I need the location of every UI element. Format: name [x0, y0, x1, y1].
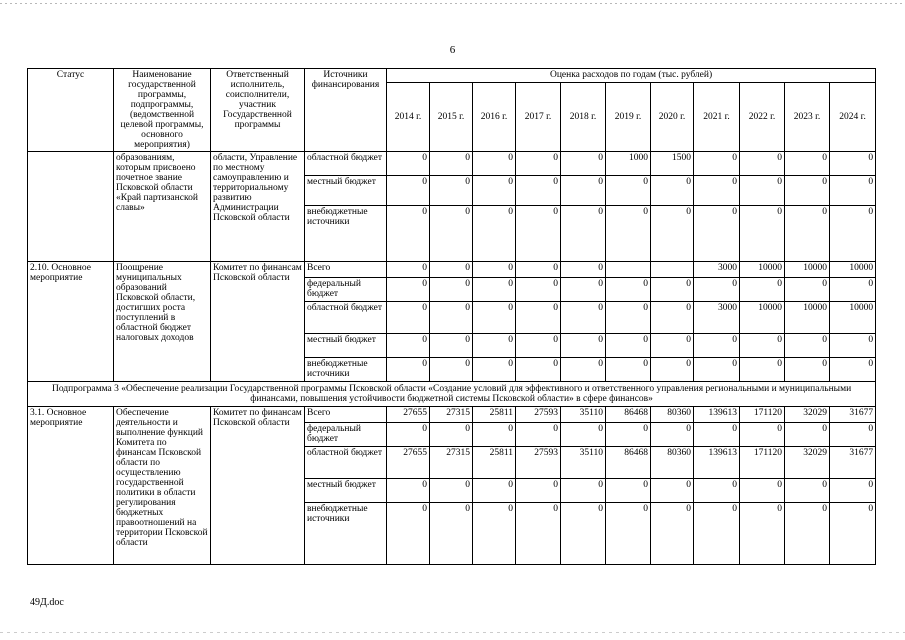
- funding-source: внебюджетные источники: [305, 358, 387, 382]
- value-cell: 0: [694, 423, 740, 447]
- value-cell: 0: [561, 278, 606, 302]
- value-cell: 0: [740, 423, 785, 447]
- value-cell: 0: [387, 278, 430, 302]
- value-cell: 0: [830, 423, 876, 447]
- value-cell: 0: [473, 278, 516, 302]
- value-cell: 0: [606, 176, 651, 206]
- file-name: 49Д.doc: [30, 597, 64, 608]
- value-cell: 0: [740, 176, 785, 206]
- value-cell: 0: [830, 278, 876, 302]
- value-cell: 0: [606, 423, 651, 447]
- value-cell: 0: [651, 302, 694, 334]
- value-cell: 0: [561, 152, 606, 176]
- year-header: 2015 г.: [430, 83, 473, 152]
- value-cell: 0: [473, 176, 516, 206]
- value-cell: 139613: [694, 447, 740, 479]
- value-cell: 0: [473, 358, 516, 382]
- value-cell: 0: [387, 302, 430, 334]
- value-cell: 139613: [694, 407, 740, 423]
- value-cell: 0: [740, 152, 785, 176]
- scan-edge-top: [0, 3, 905, 4]
- year-header: 2022 г.: [740, 83, 785, 152]
- value-cell: 0: [694, 334, 740, 358]
- value-cell: 0: [785, 176, 830, 206]
- value-cell: 0: [694, 176, 740, 206]
- value-cell: 171120: [740, 447, 785, 479]
- value-cell: 0: [694, 152, 740, 176]
- value-cell: 0: [561, 206, 606, 262]
- funding-source: местный бюджет: [305, 334, 387, 358]
- value-cell: 0: [694, 206, 740, 262]
- value-cell: 0: [830, 479, 876, 503]
- value-cell: 0: [651, 206, 694, 262]
- value-cell: 27655: [387, 447, 430, 479]
- value-cell: 0: [740, 278, 785, 302]
- funding-source: областной бюджет: [305, 447, 387, 479]
- value-cell: 0: [694, 479, 740, 503]
- value-cell: 0: [516, 278, 561, 302]
- year-header: 2019 г.: [606, 83, 651, 152]
- value-cell: 0: [740, 479, 785, 503]
- value-cell: 0: [430, 206, 473, 262]
- value-cell: 0: [473, 152, 516, 176]
- year-header: 2018 г.: [561, 83, 606, 152]
- row-status: 2.10. Основное мероприятие: [28, 262, 114, 382]
- value-cell: 31677: [830, 407, 876, 423]
- row-responsible: Комитет по финансам Псковской области: [211, 262, 305, 382]
- header-name: Наименование государственной программы, подпрограммы, (ведомственной целевой программы, основного мероприятия): [114, 69, 211, 152]
- value-cell: 0: [516, 206, 561, 262]
- value-cell: 0: [430, 334, 473, 358]
- funding-source: внебюджетные источники: [305, 206, 387, 262]
- value-cell: 27315: [430, 447, 473, 479]
- value-cell: 0: [606, 479, 651, 503]
- funding-source: внебюджетные источники: [305, 503, 387, 565]
- row-status: 3.1. Основное мероприятие: [28, 407, 114, 565]
- year-header: 2024 г.: [830, 83, 876, 152]
- value-cell: 0: [740, 206, 785, 262]
- table-row: [28, 152, 876, 176]
- value-cell: 0: [516, 334, 561, 358]
- value-cell: 0: [651, 334, 694, 358]
- value-cell: 0: [430, 479, 473, 503]
- header-status: Статус: [28, 69, 114, 152]
- value-cell: 0: [606, 503, 651, 565]
- table-row: [28, 407, 876, 423]
- value-cell: 27655: [387, 407, 430, 423]
- value-cell: 0: [830, 152, 876, 176]
- value-cell: 0: [387, 262, 430, 278]
- funding-source: областной бюджет: [305, 152, 387, 176]
- value-cell: 0: [651, 278, 694, 302]
- value-cell: 0: [606, 334, 651, 358]
- value-cell: 0: [606, 358, 651, 382]
- value-cell: 0: [694, 503, 740, 565]
- value-cell: 3000: [694, 302, 740, 334]
- value-cell: 0: [430, 503, 473, 565]
- value-cell: 0: [830, 206, 876, 262]
- value-cell: 10000: [830, 262, 876, 278]
- year-header: 2023 г.: [785, 83, 830, 152]
- value-cell: 3000: [694, 262, 740, 278]
- value-cell: 0: [785, 503, 830, 565]
- value-cell: 171120: [740, 407, 785, 423]
- value-cell: 0: [516, 176, 561, 206]
- value-cell: 0: [694, 278, 740, 302]
- value-cell: 1000: [606, 152, 651, 176]
- year-header: 2014 г.: [387, 83, 430, 152]
- value-cell: 0: [516, 302, 561, 334]
- value-cell: 10000: [785, 302, 830, 334]
- value-cell: 0: [785, 206, 830, 262]
- value-cell: 35110: [561, 447, 606, 479]
- value-cell: 0: [561, 334, 606, 358]
- block-3: [28, 407, 876, 565]
- value-cell: 0: [561, 423, 606, 447]
- table-row: [28, 262, 876, 278]
- value-cell: 80360: [651, 407, 694, 423]
- value-cell: 10000: [830, 302, 876, 334]
- value-cell: 27593: [516, 407, 561, 423]
- subprogram-3-band: [28, 382, 876, 407]
- value-cell: 0: [651, 176, 694, 206]
- value-cell: 0: [387, 479, 430, 503]
- value-cell: 0: [651, 479, 694, 503]
- year-header: 2017 г.: [516, 83, 561, 152]
- value-cell: 27593: [516, 447, 561, 479]
- funding-source: областной бюджет: [305, 302, 387, 334]
- value-cell: 0: [830, 358, 876, 382]
- value-cell: 0: [785, 358, 830, 382]
- value-cell: 0: [430, 152, 473, 176]
- funding-source: Всего: [305, 407, 387, 423]
- value-cell: 0: [785, 152, 830, 176]
- header-estimate: Оценка расходов по годам (тыс. рублей): [387, 69, 876, 83]
- value-cell: 0: [651, 503, 694, 565]
- value-cell: 25811: [473, 407, 516, 423]
- value-cell: 0: [561, 479, 606, 503]
- value-cell: 0: [387, 334, 430, 358]
- value-cell: 0: [473, 479, 516, 503]
- value-cell: 0: [694, 358, 740, 382]
- value-cell: 0: [651, 423, 694, 447]
- header-sources: Источники финансирования: [305, 69, 387, 152]
- header-responsible: Ответственный исполнитель, соисполнители, участник Государственной программы: [211, 69, 305, 152]
- expenditure-table: [27, 68, 876, 565]
- value-cell: 0: [430, 278, 473, 302]
- year-header: 2016 г.: [473, 83, 516, 152]
- value-cell: 0: [740, 503, 785, 565]
- value-cell: 31677: [830, 447, 876, 479]
- value-cell: 25811: [473, 447, 516, 479]
- value-cell: 0: [561, 358, 606, 382]
- value-cell: 0: [561, 302, 606, 334]
- value-cell: 0: [651, 358, 694, 382]
- value-cell: 0: [387, 152, 430, 176]
- value-cell: 0: [473, 206, 516, 262]
- row-name: Поощрение муниципальных образований Псковской области, достигших роста поступлений в областной бюджет налоговых доходов: [114, 262, 211, 382]
- value-cell: 0: [785, 423, 830, 447]
- value-cell: [651, 262, 694, 278]
- value-cell: 0: [387, 358, 430, 382]
- value-cell: 27315: [430, 407, 473, 423]
- block-2: [28, 262, 876, 382]
- value-cell: 35110: [561, 407, 606, 423]
- funding-source: федеральный бюджет: [305, 278, 387, 302]
- value-cell: 0: [516, 262, 561, 278]
- value-cell: 0: [387, 206, 430, 262]
- value-cell: 32029: [785, 447, 830, 479]
- value-cell: 0: [430, 262, 473, 278]
- year-header: 2021 г.: [694, 83, 740, 152]
- value-cell: 0: [606, 278, 651, 302]
- row-status: [28, 152, 114, 262]
- value-cell: 0: [430, 176, 473, 206]
- value-cell: 0: [473, 423, 516, 447]
- value-cell: 80360: [651, 447, 694, 479]
- value-cell: 0: [830, 334, 876, 358]
- value-cell: 0: [387, 176, 430, 206]
- value-cell: 0: [430, 358, 473, 382]
- value-cell: 86468: [606, 447, 651, 479]
- value-cell: 0: [561, 503, 606, 565]
- value-cell: 10000: [785, 262, 830, 278]
- value-cell: 0: [785, 334, 830, 358]
- value-cell: 0: [606, 302, 651, 334]
- value-cell: 32029: [785, 407, 830, 423]
- value-cell: 0: [516, 358, 561, 382]
- page-number: 6: [449, 44, 456, 56]
- value-cell: 0: [785, 479, 830, 503]
- value-cell: 0: [516, 503, 561, 565]
- value-cell: 0: [830, 503, 876, 565]
- row-name: Обеспечение деятельности и выполнение функций Комитета по финансам Псковской области по осуществлению государственной политики в области регулирования бюджетных правоотношений на территории Псковской области: [114, 407, 211, 565]
- value-cell: 1500: [651, 152, 694, 176]
- value-cell: 0: [785, 278, 830, 302]
- value-cell: 0: [430, 423, 473, 447]
- value-cell: 0: [473, 334, 516, 358]
- block-1: [28, 152, 876, 262]
- value-cell: 0: [516, 152, 561, 176]
- subprogram-3-title: Подпрограмма 3 «Обеспечение реализации Государственной программы Псковской области «Создание условий для эффективного и ответственного управления региональными и муниципальными финансами, повышения устойчивости бюджетной системы Псковской области» в сфере финансов»: [28, 382, 876, 407]
- value-cell: 0: [740, 334, 785, 358]
- value-cell: 0: [387, 503, 430, 565]
- value-cell: 0: [473, 302, 516, 334]
- row-name: образованиям, которым присвоено почетное звание Псковской области «Край партизанской славы»: [114, 152, 211, 262]
- funding-source: федеральный бюджет: [305, 423, 387, 447]
- value-cell: 0: [387, 423, 430, 447]
- value-cell: 0: [516, 423, 561, 447]
- value-cell: 0: [473, 262, 516, 278]
- scan-edge-bottom: [0, 632, 905, 633]
- value-cell: 0: [516, 479, 561, 503]
- value-cell: 0: [473, 503, 516, 565]
- row-responsible: области, Управление по местному самоуправлению и территориальному развитию Администрации Псковской области: [211, 152, 305, 262]
- value-cell: [606, 262, 651, 278]
- funding-source: местный бюджет: [305, 479, 387, 503]
- value-cell: 0: [606, 206, 651, 262]
- row-responsible: Комитет по финансам Псковской области: [211, 407, 305, 565]
- value-cell: 86468: [606, 407, 651, 423]
- value-cell: 10000: [740, 262, 785, 278]
- value-cell: 0: [830, 176, 876, 206]
- value-cell: 0: [561, 262, 606, 278]
- year-header: 2020 г.: [651, 83, 694, 152]
- value-cell: 0: [740, 358, 785, 382]
- value-cell: 0: [430, 302, 473, 334]
- value-cell: 10000: [740, 302, 785, 334]
- funding-source: местный бюджет: [305, 176, 387, 206]
- value-cell: 0: [561, 176, 606, 206]
- funding-source: Всего: [305, 262, 387, 278]
